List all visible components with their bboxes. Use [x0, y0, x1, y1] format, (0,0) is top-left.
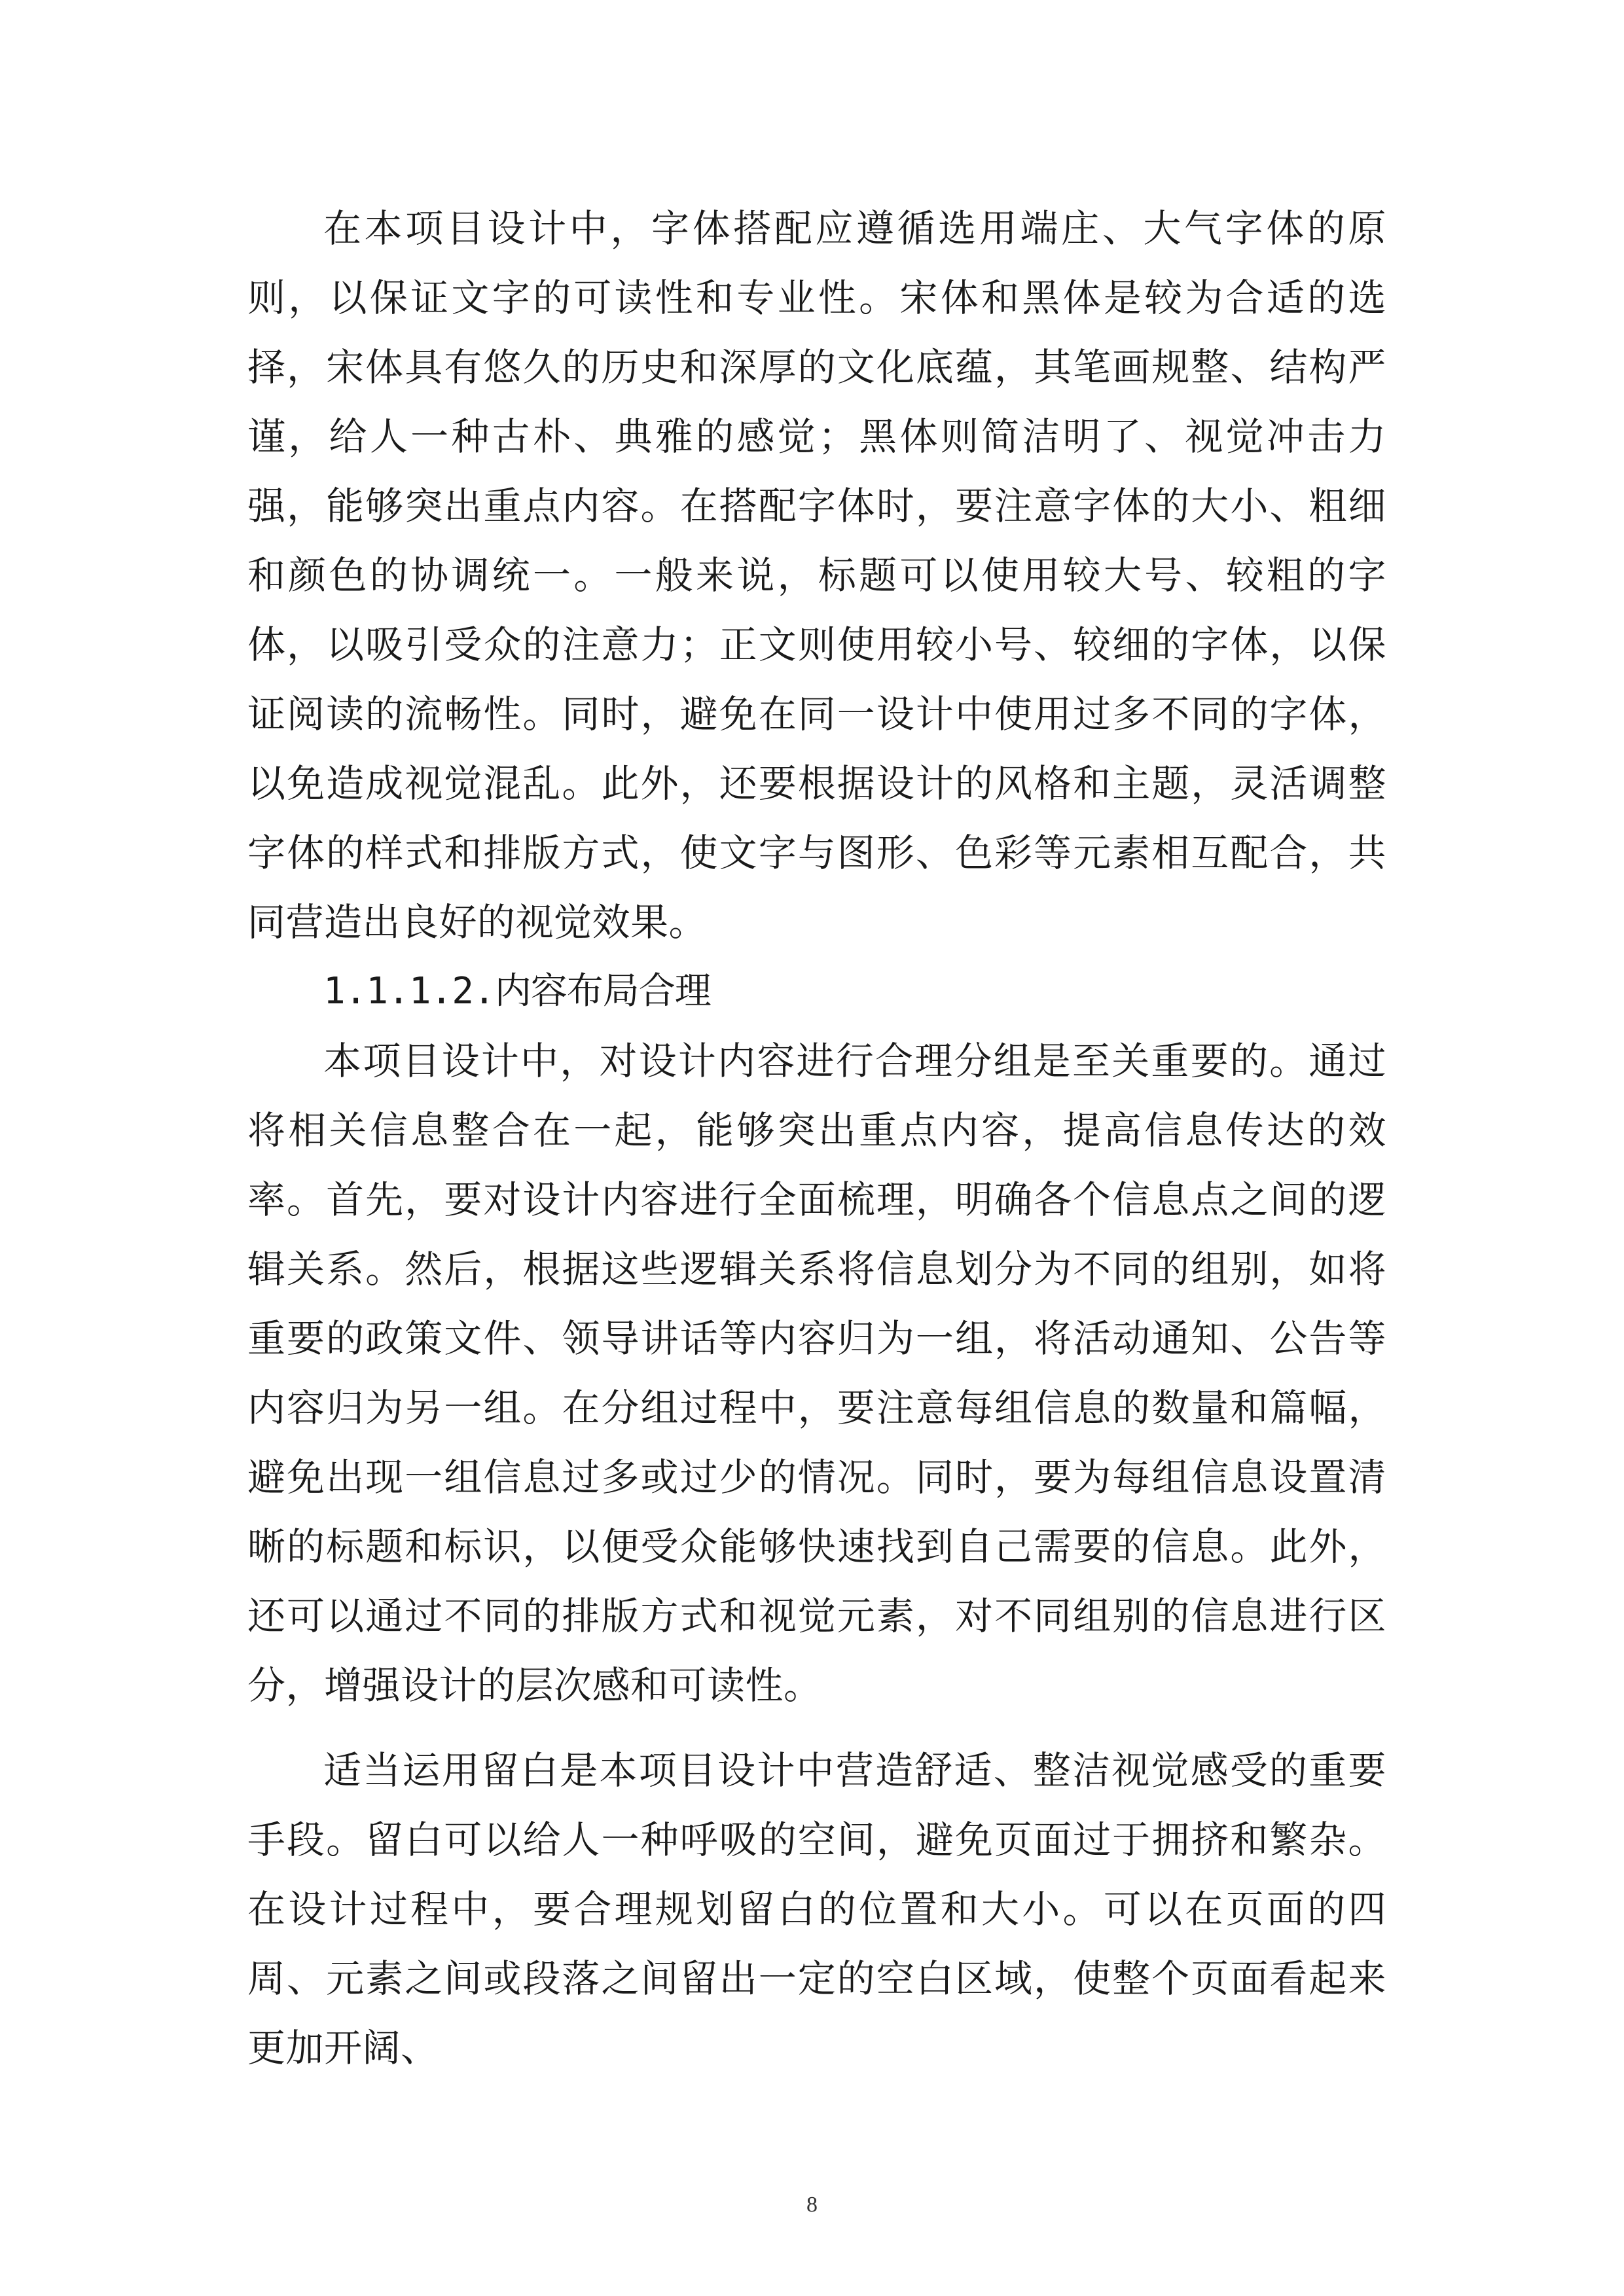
section-heading-content-layout: 1.1.1.2.内容布局合理 [323, 970, 711, 1013]
paragraph-whitespace: 适当运用留白是本项目设计中营造舒适、整洁视觉感受的重要手段。留白可以给人一种呼吸的空间，避免页面过于拥挤和繁杂。在设计过程中，要合理规划留白的位置和大小。可以在页面的四周、元素之间或段落之间留出一定的空白区域，使整个页面看起来更加开阔、 [247, 1748, 1386, 2070]
paragraph-font-pairing: 在本项目设计中，字体搭配应遵循选用端庄、大气字体的原则，以保证文字的可读性和专业性。宋体和黑体是较为合适的选择，宋体具有悠久的历史和深厚的文化底蕴，其笔画规整、结构严谨，给人一种古朴、典雅的感觉；黑体则简洁明了、视觉冲击力强，能够突出重点内容。在搭配字体时，要注意字体的大小、粗细和颜色的协调统一。一般来说，标题可以使用较大号、较粗的字体，以吸引受众的注意力；正文则使用较小号、较细的字体，以保证阅读的流畅性。同时，避免在同一设计中使用过多不同的字体，以免造成视觉混乱。此外，还要根据设计的风格和主题，灵活调整字体的样式和排版方式，使文字与图形、色彩等元素相互配合，共同营造出良好的视觉效果。 [247, 206, 1386, 944]
paragraph-content-grouping: 本项目设计中，对设计内容进行合理分组是至关重要的。通过将相关信息整合在一起，能够突出重点内容，提高信息传达的效率。首先，要对设计内容进行全面梳理，明确各个信息点之间的逻辑关系。然后，根据这些逻辑关系将信息划分为不同的组别，如将重要的政策文件、领导讲话等内容归为一组，将活动通知、公告等内容归为另一组。在分组过程中，要注意每组信息的数量和篇幅，避免出现一组信息过多或过少的情况。同时，要为每组信息设置清晰的标题和标识，以便受众能够快速找到自己需要的信息。此外，还可以通过不同的排版方式和视觉元素，对不同组别的信息进行区分，增强设计的层次感和可读性。 [247, 1039, 1386, 1708]
document-body [247, 194, 1386, 2083]
page-number: 8 [806, 2193, 818, 2217]
